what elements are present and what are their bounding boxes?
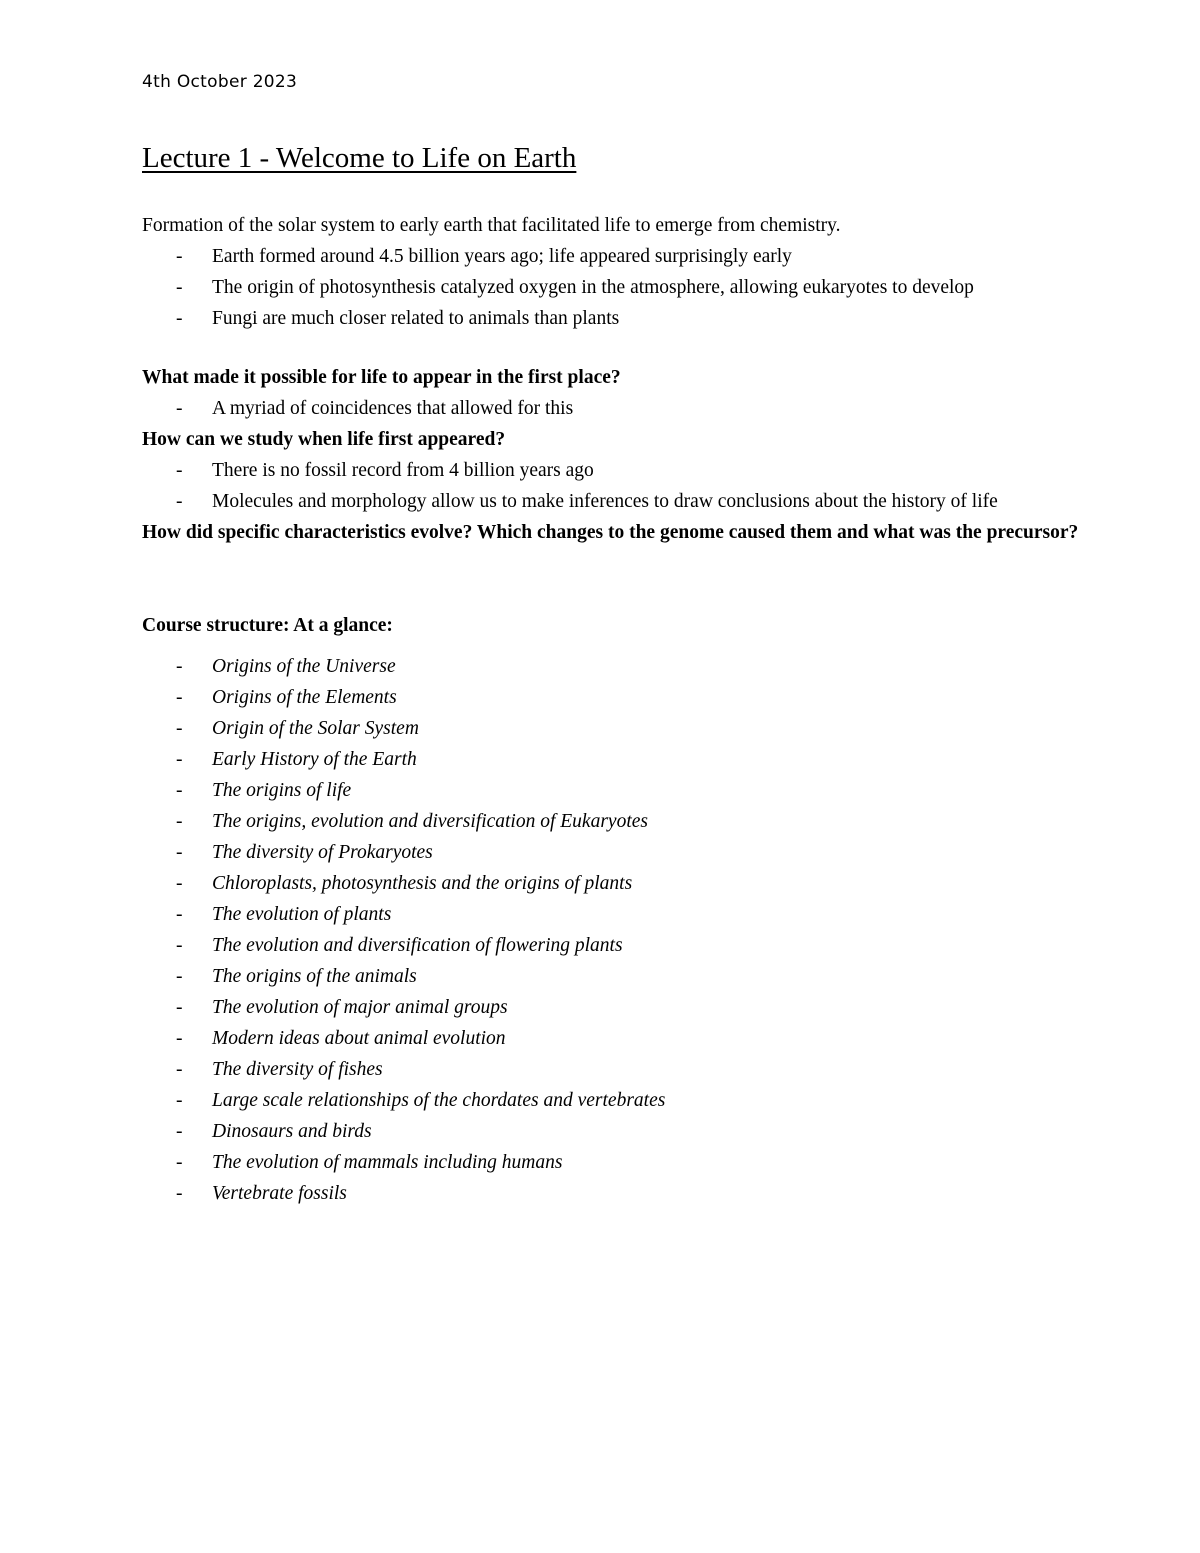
list-item: - Fungi are much closer related to animals than plants	[142, 303, 1082, 334]
list-item: - There is no fossil record from 4 billion years ago	[142, 455, 1082, 486]
course-item: - The diversity of Prokaryotes	[142, 837, 1082, 868]
list-item: - Earth formed around 4.5 billion years ago; life appeared surprisingly early	[142, 241, 1082, 272]
intro-list	[142, 241, 1082, 334]
course-item: - Origin of the Solar System	[142, 713, 1082, 744]
course-item: - The evolution of plants	[142, 899, 1082, 930]
course-item: - Early History of the Earth	[142, 744, 1082, 775]
spacer	[142, 334, 1082, 362]
intro-paragraph: Formation of the solar system to early earth that facilitated life to emerge from chemistry.	[142, 215, 841, 236]
course-item: - Large scale relationships of the chordates and vertebrates	[142, 1085, 1082, 1116]
spacer	[142, 548, 1082, 610]
document-date: 4th October 2023	[142, 72, 298, 92]
course-item: - The evolution of mammals including humans	[142, 1147, 1082, 1178]
course-item: - The evolution of major animal groups	[142, 992, 1082, 1023]
course-heading: Course structure: At a glance:	[142, 615, 393, 636]
course-item: - The origins of the animals	[142, 961, 1082, 992]
course-item: - The origins of life	[142, 775, 1082, 806]
list-item: - A myriad of coincidences that allowed for this	[142, 393, 1082, 424]
question-heading: How can we study when life first appeared?	[142, 429, 506, 450]
course-item: - Origins of the Universe	[142, 651, 1082, 682]
course-list	[142, 651, 1082, 1209]
course-item: - Modern ideas about animal evolution	[142, 1023, 1082, 1054]
question-list	[142, 393, 1082, 424]
course-item: - The diversity of fishes	[142, 1054, 1082, 1085]
course-item: - Origins of the Elements	[142, 682, 1082, 713]
list-item: - The origin of photosynthesis catalyzed oxygen in the atmosphere, allowing eukaryotes to develop	[142, 272, 1082, 303]
question-heading: How did specific characteristics evolve? Which changes to the genome caused them and what was the precursor?	[142, 522, 1079, 543]
course-item: - Dinosaurs and birds	[142, 1116, 1082, 1147]
course-item: - Chloroplasts, photosynthesis and the origins of plants	[142, 868, 1082, 899]
page-title: Lecture 1 - Welcome to Life on Earth	[142, 142, 577, 174]
course-item: - Vertebrate fossils	[142, 1178, 1082, 1209]
question-list	[142, 455, 1082, 517]
document-body	[142, 210, 1082, 1209]
question-heading: What made it possible for life to appear in the first place?	[142, 367, 621, 388]
course-item: - The evolution and diversification of flowering plants	[142, 930, 1082, 961]
list-item: - Molecules and morphology allow us to make inferences to draw conclusions about the history of life	[142, 486, 1082, 517]
course-item: - The origins, evolution and diversification of Eukaryotes	[142, 806, 1082, 837]
